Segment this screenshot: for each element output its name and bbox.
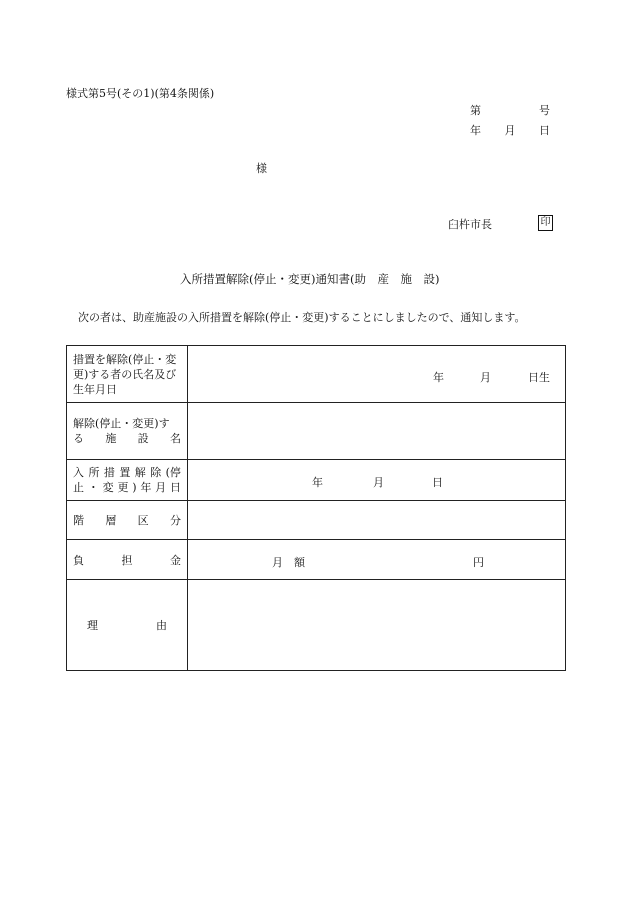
label-char: 置 (119, 466, 131, 479)
number-suffix: 号 (539, 104, 550, 117)
label-char: 止 (73, 481, 84, 494)
label-char: 由 (156, 619, 167, 632)
birth-day: 日生 (528, 371, 550, 384)
label-char: 分 (169, 514, 181, 527)
date-label-line2 (67, 480, 187, 495)
form-code: 様式第5号(その1)(第4条関係) (66, 87, 215, 100)
charge-value-cell[interactable] (188, 540, 566, 580)
label-char: 月 (155, 481, 167, 494)
date-month: 月 (504, 124, 516, 137)
facility-value-cell[interactable] (188, 403, 566, 460)
reason-label (67, 617, 187, 633)
class-label (67, 512, 187, 528)
table-row (67, 580, 566, 671)
facility-label-line1: 解除(停止・変更)す (73, 417, 170, 430)
class-value-cell[interactable] (188, 501, 566, 540)
label-char: 層 (105, 514, 117, 527)
release-year: 年 (312, 476, 323, 489)
yen-unit: 円 (473, 556, 484, 569)
label-char: 所 (88, 466, 100, 479)
person-value-cell[interactable] (188, 346, 566, 403)
label-char: 除 (150, 466, 162, 479)
date-label-line1 (67, 465, 187, 480)
label-char: る (73, 432, 84, 445)
charge-label-cell (67, 540, 188, 580)
label-char: (停 (165, 466, 181, 479)
class-label-cell (67, 501, 188, 540)
label-char: 日 (169, 481, 181, 494)
label-char: 変 (102, 481, 114, 494)
label-char: ・ (87, 481, 99, 494)
date-year: 年 (470, 124, 481, 137)
facility-label-line2 (67, 431, 187, 446)
label-char: 区 (137, 514, 149, 527)
person-label-cell (67, 346, 188, 403)
table-row (67, 540, 566, 580)
release-month: 月 (373, 476, 384, 489)
charge-label (67, 552, 187, 568)
table-row (67, 346, 566, 403)
label-char: 階 (73, 514, 84, 527)
date-label-cell (67, 460, 188, 501)
release-date-cell[interactable] (188, 460, 566, 501)
label-char: 解 (134, 466, 146, 479)
person-label: 措置を解除(停止・変更)する者の氏名及び生年月日 (73, 352, 177, 396)
notice-table (66, 345, 566, 671)
seal-mark: 印 (538, 215, 553, 231)
label-char: 負 (73, 553, 84, 567)
addressee: 様 (256, 162, 267, 175)
number-prefix: 第 (470, 104, 481, 117)
label-char: 更 (117, 481, 129, 494)
label-char: 理 (87, 619, 98, 632)
birth-month: 月 (480, 371, 491, 384)
label-char: 入 (73, 466, 84, 479)
table-row (67, 403, 566, 460)
label-char: 施 (105, 432, 117, 445)
label-char: 担 (121, 553, 133, 567)
label-char: 年 (140, 481, 152, 494)
reason-value-cell[interactable] (188, 580, 566, 671)
table-row (67, 501, 566, 540)
label-char: 名 (169, 432, 181, 445)
label-char: 措 (103, 466, 115, 479)
monthly-amount-label: 月 額 (272, 556, 305, 569)
label-char: 設 (137, 432, 149, 445)
document-number-line (470, 105, 550, 116)
document-title: 入所措置解除(停止・変更)通知書(助 産 施 設) (180, 272, 440, 286)
issue-date-line (470, 125, 550, 136)
reason-label-cell (67, 580, 188, 671)
birth-year: 年 (433, 371, 444, 384)
label-char: 金 (170, 553, 181, 567)
table-row (67, 460, 566, 501)
notice-body: 次の者は、助産施設の入所措置を解除(停止・変更)することにしましたので、通知します。 (78, 311, 526, 324)
issuer-name: 臼杵市長 (448, 218, 492, 231)
label-char: ) (132, 481, 137, 494)
date-day: 日 (539, 124, 550, 137)
release-day: 日 (432, 476, 443, 489)
facility-label-cell (67, 403, 188, 460)
